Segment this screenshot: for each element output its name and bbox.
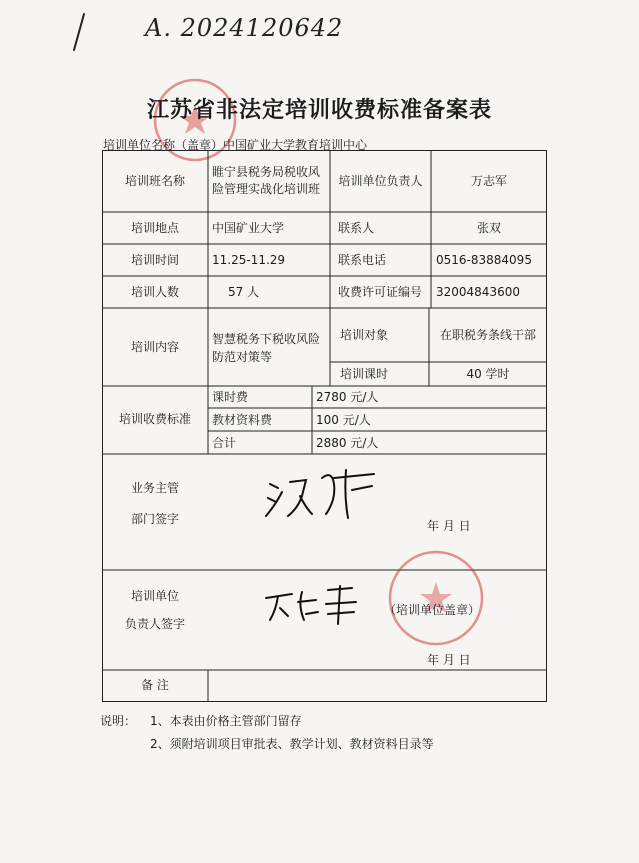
time-label: 培训时间 bbox=[130, 253, 179, 267]
class-name-label: 培训班名称 bbox=[124, 174, 185, 188]
org-value: 中国矿业大学教育培训中心 bbox=[223, 138, 368, 152]
responsible-person-label: 培训单位负责人 bbox=[338, 174, 423, 188]
unit-signature bbox=[262, 580, 362, 630]
contact-value: 张双 bbox=[476, 221, 501, 235]
fee-item-2-amount: 2880 元/人 bbox=[316, 436, 379, 450]
location-label: 培训地点 bbox=[130, 221, 179, 235]
handwritten-slash-mark bbox=[72, 12, 86, 52]
permit-value: 32004843600 bbox=[436, 285, 520, 299]
org-label: 培训单位名称（盖章） bbox=[103, 138, 224, 152]
fee-item-1-name: 教材资料费 bbox=[212, 413, 273, 427]
responsible-person-value: 万志军 bbox=[470, 174, 507, 188]
content-line1: 智慧税务下税收风险 bbox=[212, 332, 321, 346]
content-line2: 防范对策等 bbox=[212, 350, 273, 364]
phone-value: 0516-83884095 bbox=[436, 253, 532, 267]
dept-signature bbox=[262, 456, 382, 526]
dept-sign-label-line1: 业务主管 bbox=[130, 481, 179, 495]
fee-item-1-amount: 100 元/人 bbox=[316, 413, 371, 427]
dept-sign-date: 年 月 日 bbox=[427, 519, 471, 533]
count-value: 57 人 bbox=[228, 285, 260, 299]
fee-item-0-name: 课时费 bbox=[212, 390, 249, 404]
fee-item-0-amount: 2780 元/人 bbox=[316, 390, 379, 404]
contact-label: 联系人 bbox=[338, 221, 375, 235]
unit-sign-label-line2: 负责人签字 bbox=[124, 617, 185, 631]
fee-item-2-name: 合计 bbox=[212, 436, 237, 450]
hours-label: 培训课时 bbox=[340, 367, 389, 381]
class-name-line2: 险管理实战化培训班 bbox=[212, 182, 321, 196]
target-label: 培训对象 bbox=[340, 328, 389, 342]
document-title: 江苏省非法定培训收费标准备案表 bbox=[146, 98, 492, 123]
notes-item-1: 1、本表由价格主管部门留存 bbox=[150, 714, 302, 728]
unit-sign-label-line1: 培训单位 bbox=[130, 589, 179, 603]
unit-sign-date: 年 月 日 bbox=[427, 653, 471, 667]
form-table bbox=[102, 150, 547, 702]
dept-sign-label-line2: 部门签字 bbox=[130, 512, 179, 526]
content-label: 培训内容 bbox=[130, 340, 179, 354]
handwritten-code: A. 2024120642 bbox=[145, 14, 344, 42]
fee-label: 培训收费标准 bbox=[118, 412, 191, 426]
location-value: 中国矿业大学 bbox=[212, 221, 285, 235]
class-name-line1: 睢宁县税务局税收风 bbox=[212, 165, 321, 179]
target-value: 在职税务条线干部 bbox=[439, 328, 536, 342]
count-label: 培训人数 bbox=[130, 285, 179, 299]
time-value: 11.25-11.29 bbox=[212, 253, 286, 267]
remarks-label: 备 注 bbox=[141, 678, 169, 692]
notes-item-2: 2、须附培训项目审批表、教学计划、教材资料目录等 bbox=[150, 737, 434, 751]
permit-label: 收费许可证编号 bbox=[338, 285, 423, 299]
hours-value: 40 学时 bbox=[466, 367, 510, 381]
notes-heading: 说明： bbox=[100, 714, 137, 728]
red-seal-unit bbox=[384, 546, 488, 650]
unit-stamp-note: （培训单位盖章） bbox=[384, 603, 481, 617]
phone-label: 联系电话 bbox=[338, 253, 387, 267]
